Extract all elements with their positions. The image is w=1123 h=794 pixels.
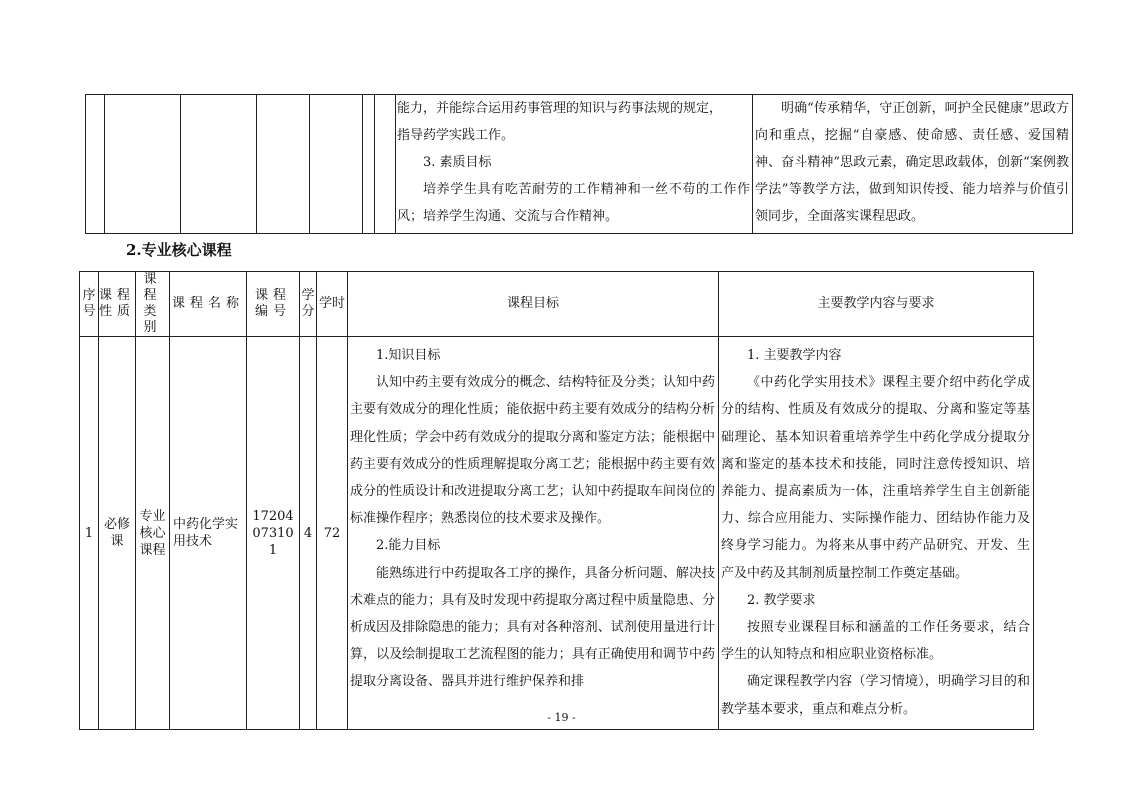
header-nature: 课程性质 xyxy=(99,272,136,337)
section-heading: 2.专业核心课程 xyxy=(126,241,232,259)
ideology-text: 明确“传承精华，守正创新，呵护全民健康”思政方向和重点，挖掘“自豪感、使命感、责任感、爱国精神、奋斗精神”思政元素，确定思政载体，创新“案例教学法”等教学方法，做到知识传授、能力培养与价值引领同步，全面落实课程思政。 xyxy=(755,101,1069,224)
header-code: 课程编号 xyxy=(247,272,300,337)
row-nature: 必修课 xyxy=(99,337,136,730)
row-objectives xyxy=(348,337,719,730)
row-credits: 4 xyxy=(300,337,317,730)
cell-code xyxy=(310,95,363,234)
header-name: 课程名称 xyxy=(170,272,247,337)
header-hours: 学时 xyxy=(317,272,348,337)
knowledge-objective-title: 1.知识目标 xyxy=(376,348,441,363)
requirements-title: 2. 教学要求 xyxy=(747,592,816,608)
main-content-title: 1. 主要教学内容 xyxy=(747,348,842,363)
ability-objective-title: 2.能力目标 xyxy=(376,538,441,554)
cell-seq xyxy=(86,95,105,234)
continuation-ideology-cell xyxy=(753,95,1073,234)
row-code: 17204073101 xyxy=(247,337,300,730)
knowledge-objective-text: 认知中药主要有效成分的概念、结构特征及分类；认知中药主要有效成分的理化性质；能依据中药主要有效成分的结构分析理化性质；学会中药有效成分的提取分离和鉴定方法；能根据中药主要有效成分的性质理解提取分离工艺；能根据中药主要有效成分的性质设计和改进提取分离工艺；认知中药提取车间岗位的标准操作程序；熟悉岗位的技术要求及操作。 xyxy=(350,375,715,527)
cell-hours xyxy=(375,95,396,234)
continuation-table xyxy=(85,94,1073,234)
header-objectives: 课程目标 xyxy=(348,272,719,337)
row-content xyxy=(719,337,1034,730)
header-content: 主要教学内容与要求 xyxy=(719,272,1034,337)
row-name: 中药化学实用技术 xyxy=(170,337,247,730)
table-row xyxy=(80,337,1034,730)
objective-line: 指导药学实践工作。 xyxy=(397,128,515,143)
objective-line: 能力，并能综合运用药事管理的知识与药事法规的规定， xyxy=(397,101,723,116)
quality-objective-title: 3. 素质目标 xyxy=(423,155,492,170)
main-content-text: 《中药化学实用技术》课程主要介绍中药化学成分的结构、性质及有效成分的提取、分离和鉴定等基础理论、基本知识着重培养学生中药化学成分提取分离和鉴定的基本技术和技能，同时注意传授知识、培养能力、提高素质为一体，注重培养学生自主创新能力、综合应用能力、实际操作能力、团结协作能力及终身学习能力。为将来从事中药产品研究、开发、生产及中药及其制剂质量控制工作奠定基础。 xyxy=(721,375,1030,581)
cell-nature xyxy=(105,95,181,234)
cell-name xyxy=(257,95,310,234)
requirements-text-2: 确定课程教学内容（学习情境），明确学习目的和教学基本要求，重点和难点分析。 xyxy=(721,674,1030,717)
continuation-objectives-cell xyxy=(396,95,753,234)
requirements-text-1: 按照专业课程目标和涵盖的工作任务要求，结合学生的认知特点和相应职业资格标准。 xyxy=(721,620,1030,663)
header-credits: 学分 xyxy=(300,272,317,337)
core-course-table xyxy=(79,271,1034,730)
row-category: 专业核心课程 xyxy=(136,337,170,730)
page-number: - 19 - xyxy=(547,711,576,724)
row-seq: 1 xyxy=(80,337,99,730)
ability-objective-text: 能熟练进行中药提取各工序的操作，具备分析问题、解决技术难点的能力；具有及时发现中药提取分离过程中质量隐患、分析成因及排除隐患的能力；具有对各种溶剂、试剂使用量进行计算，以及绘制提取工艺流程图的能力；具有正确使用和调节中药提取分离设备、器具并进行维护保养和排 xyxy=(350,565,715,690)
header-seq: 序号 xyxy=(80,272,99,337)
header-category: 课程类别 xyxy=(136,272,170,337)
quality-objective-text: 培养学生具有吃苦耐劳的工作精神和一丝不苟的工作作风；培养学生沟通、交流与合作精神。 xyxy=(397,182,750,224)
cell-credits xyxy=(363,95,375,234)
cell-category xyxy=(181,95,257,234)
table-header-row xyxy=(80,272,1034,337)
row-hours: 72 xyxy=(317,337,348,730)
